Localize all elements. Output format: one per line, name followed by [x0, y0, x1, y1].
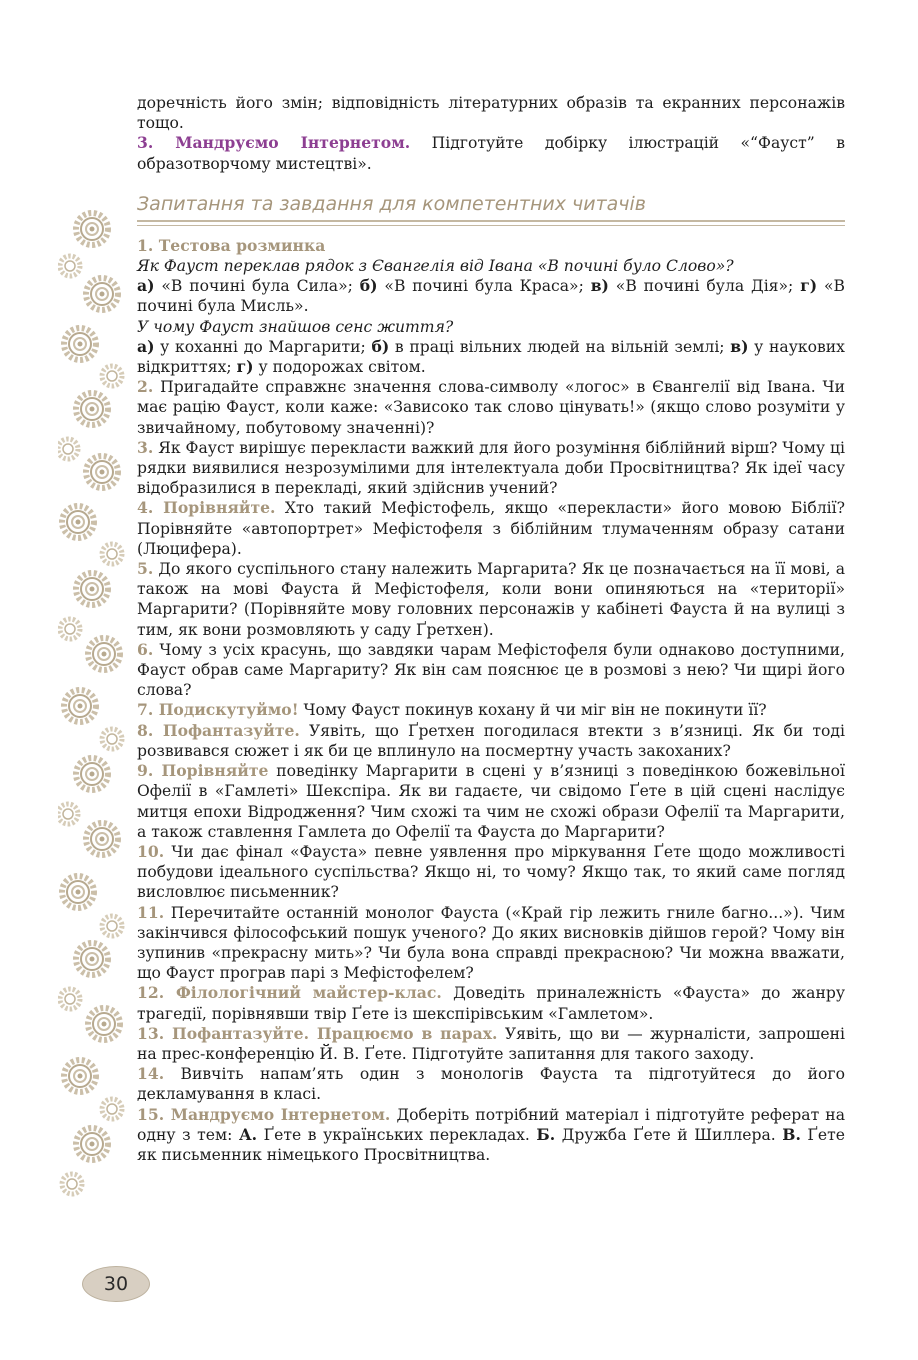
task-text: Чому Фауст покинув кохану й чи міг він не покинути її? [298, 701, 767, 720]
task-2 [137, 377, 845, 438]
task-7 [137, 700, 845, 720]
task-4 [137, 498, 845, 559]
task-lead: 13. Пофантазуйте. Працюємо в парах. [137, 1023, 498, 1043]
option-text: «В почині була Краса»; [377, 277, 591, 296]
gear-ornament [58, 204, 126, 1204]
task-text: Чому з усіх красунь, що завдяки чарам Мефістофеля були однаково доступними, Фауст обрав саме Маргариту? Як він сам пояснює це в розмові з нею? Чи щирі його слова? [137, 640, 845, 700]
task-1-answers-2 [137, 337, 845, 377]
topic-label: А. [238, 1124, 258, 1144]
option-label: в) [590, 276, 609, 296]
option-label: в) [730, 336, 749, 356]
task-1-answers-1 [137, 276, 845, 316]
option-label: г) [800, 276, 818, 296]
page-content [137, 93, 845, 1165]
topic-text: Дружба Ґете й Шиллера. [555, 1125, 783, 1144]
task-text: Уявіть, що ви — журналісти, запрошені на прес-конференцію Й. В. Ґете. Підготуйте запитання для такого заходу. [137, 1024, 845, 1063]
task-text: Пригадайте справжнє значення слова-символу «логос» в Євангелії від Івана. Чи має рацію Фауст, коли каже: «Зависоко так слово цінувать!» (якщо слово розуміти у звичайному, побутовому значенні)? [137, 378, 845, 437]
intro-item-3 [137, 133, 845, 173]
task-lead: 5. [137, 559, 154, 579]
topic-label: В. [782, 1124, 801, 1144]
task-1-question-2: У чому Фауст знайшов сенс життя? [137, 317, 454, 336]
option-label: г) [236, 357, 254, 377]
task-lead: 12. Філологічний майстер-клас. [137, 983, 442, 1003]
task-12 [137, 983, 845, 1023]
task-15 [137, 1105, 845, 1166]
task-lead: 7. Подискутуймо! [137, 700, 299, 720]
topic-text: Ґете в українських перекладах. [257, 1125, 537, 1144]
option-text: «В почині була Мисль». [137, 277, 845, 316]
task-3 [137, 438, 845, 499]
task-lead: 3. [137, 437, 154, 457]
task-text: Як Фауст вирішує перекласти важкий для його розуміння біблійний вірш? Чому ці рядки виявилися незрозумілими для інтелектуала доби Просвітництва? Як ідеї часу відобразилися в перекладі, який здійснив учений? [137, 438, 845, 498]
task-lead: 10. [137, 841, 165, 861]
task-text: Доведіть приналежність «Фауста» до жанру трагедії, порівнявши твір Ґете із шекспірівським «Гамлетом». [137, 984, 845, 1023]
task-lead: 6. [137, 639, 154, 659]
option-text: «В почині була Сила»; [154, 277, 360, 296]
task-text: Перечитайте останній монолог Фауста («Край гір лежить гниле багно...»). Чим закінчився філософський пошук ученого? До яких висновків дійшов герой? Чому він зупинив «прекрасну мить»? Чи була вона справді прекрасною? Чи можна вважати, що Фауст програв парі з Мефістофелем? [137, 903, 845, 983]
option-label: а) [137, 336, 155, 356]
item-text: Підготуйте добірку ілюстрацій «“Фауст” в образотворчому мистецтві». [137, 134, 845, 173]
task-lead: 15. Мандруємо Інтернетом. [137, 1104, 391, 1124]
task-lead: 1. Тестова розминка [137, 235, 326, 255]
topic-text: Ґете як письменник німецького Просвітництва. [137, 1125, 845, 1164]
task-lead: 4. Порівняйте. [137, 498, 276, 518]
task-text: До якого суспільного стану належить Маргарита? Як це позначається на її мові, а також на мові Фауста й Мефістофеля, коли вони опиняються на «території» Маргарити? (Порівняйте мову головних персонажів у кабінеті Фауста й на вулиці з тим, як вони розмовляють у саду Ґретхен). [137, 560, 845, 639]
section-title: Запитання та завдання для компетентних читачів [137, 192, 845, 222]
intro-paragraph [137, 93, 845, 133]
option-text: «В почині була Дія»; [608, 277, 801, 296]
topic-label: Б. [536, 1124, 556, 1144]
option-label: а) [137, 276, 155, 296]
task-8 [137, 721, 845, 761]
task-lead: 14. [137, 1064, 165, 1084]
task-lead: 11. [137, 902, 165, 922]
task-6 [137, 640, 845, 701]
task-text: поведінку Маргарити в сцені у в’язниці з поведінкою божевільної Офелії в «Гамлеті» Шекспіра. Як ви гадаєте, чи свідомо Ґете в цій сцені наслідує митця епохи Відродження? Чим схожі та чим не схожі образи Офелії та Маргарити, а також ставлення Гамлета до Офелії та Фауста до Маргарити? [137, 762, 845, 841]
task-text: Доберіть потрібний матеріал і підготуйте реферат на одну з тем: [137, 1105, 845, 1144]
task-1 [137, 236, 845, 256]
option-text: у коханні до Маргарити; [154, 337, 372, 356]
task-9 [137, 761, 845, 842]
task-text: Хто такий Мефістофель, якщо «перекласти» його мовою Біблії? Порівняйте «автопортрет» Мефістофеля з біблійним тлумаченням образу сатани (Люцифера). [137, 499, 845, 558]
option-label: б) [371, 336, 390, 356]
option-label: б) [359, 276, 378, 296]
task-10 [137, 842, 845, 903]
page-number: 30 [82, 1266, 150, 1302]
task-14 [137, 1064, 845, 1104]
task-13 [137, 1024, 845, 1064]
task-lead: 8. Пофантазуйте. [137, 720, 300, 740]
task-5 [137, 559, 845, 640]
task-lead: 9. Порівняйте [137, 761, 269, 781]
task-text: Вивчіть напам’ять один з монологів Фауста та підготуйтеся до його декламування в класі. [137, 1065, 845, 1104]
option-text: в праці вільних людей на вільній землі; [389, 337, 731, 356]
task-11 [137, 903, 845, 984]
task-lead: 2. [137, 377, 154, 397]
task-text: Чи дає фінал «Фауста» певне уявлення про міркування Ґете щодо можливості побудови ідеального суспільства? Якщо ні, то чому? Якщо так, то який саме погляд висловлює письменник? [137, 842, 845, 902]
intro-text: доречність його змін; відповідність літературних образів та екранних персонажів тощо. [137, 94, 845, 133]
option-text: у подорожах світом. [253, 358, 426, 377]
option-text: у наукових відкриттях; [137, 337, 845, 377]
task-text: Уявіть, що Ґретхен погодилася втекти з в’язниці. Як би тоді розвивався сюжет і як би це вплинуло на посмертну участь закоханих? [137, 721, 845, 760]
item-lead: 3. Мандруємо Інтернетом. [137, 133, 411, 153]
task-1-question-1: Як Фауст переклав рядок з Євангелія від Івана «В почині було Слово»? [137, 257, 734, 276]
